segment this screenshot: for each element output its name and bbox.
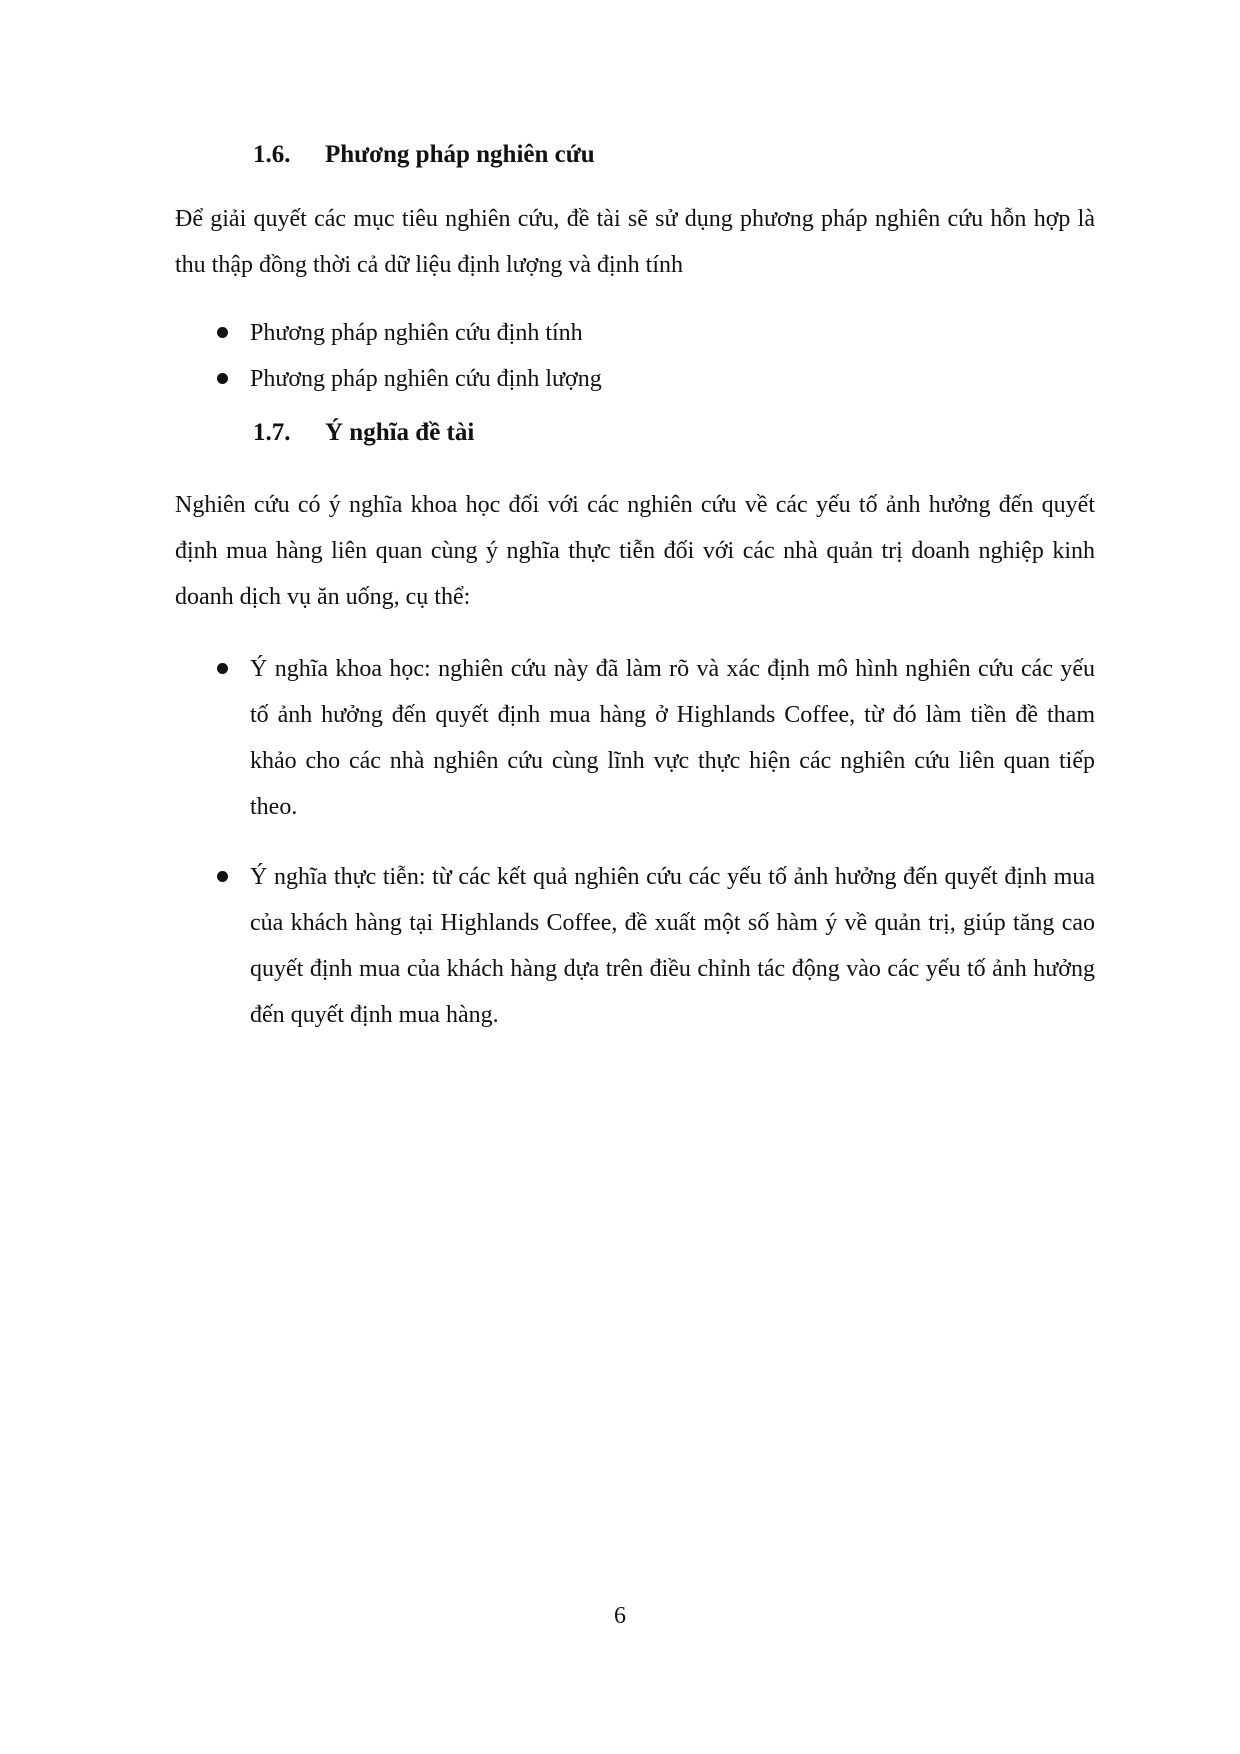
list-item: [175, 310, 1095, 356]
list-item-text: Phương pháp nghiên cứu định lượng: [250, 366, 602, 392]
bullet-icon: [217, 663, 228, 674]
bullet-icon: [217, 373, 228, 384]
section-title: Phương pháp nghiên cứu: [325, 141, 595, 168]
list-item-text: Phương pháp nghiên cứu định tính: [250, 320, 583, 346]
bullet-list-significance: [175, 646, 1095, 1038]
section-heading-1-6: [253, 140, 595, 170]
list-item-text: Ý nghĩa thực tiễn: từ các kết quả nghiên cứu các yếu tố ảnh hưởng đến quyết định mua của khách hàng tại Highlands Coffee, đề xuất một số hàm ý về quản trị, giúp tăng cao quyết định mua của khách hàng dựa trên điều chỉnh tác động vào các yếu tố ảnh hưởng đến quyết định mua hàng.: [250, 864, 1095, 1028]
list-item: [175, 854, 1095, 1038]
section-heading-1-7: [253, 418, 474, 448]
section-number: 1.7.: [253, 419, 291, 446]
list-item: [175, 356, 1095, 402]
list-item: [175, 646, 1095, 830]
page-number: 6: [614, 1603, 626, 1629]
section-number: 1.6.: [253, 141, 291, 168]
list-item-text: Ý nghĩa khoa học: nghiên cứu này đã làm rõ và xác định mô hình nghiên cứu các yếu tố ảnh hưởng đến quyết định mua hàng ở Highlands Coffee, từ đó làm tiền đề tham khảo cho các nhà nghiên cứu cùng lĩnh vực thực hiện các nghiên cứu liên quan tiếp theo.: [250, 656, 1095, 820]
bullet-icon: [217, 327, 228, 338]
bullet-list-methods: [175, 310, 1095, 402]
section-paragraph: Nghiên cứu có ý nghĩa khoa học đối với các nghiên cứu về các yếu tố ảnh hưởng đến quyết định mua hàng liên quan cùng ý nghĩa thực tiễn đối với các nhà quản trị doanh nghiệp kinh doanh dịch vụ ăn uống, cụ thể:: [175, 492, 1095, 610]
section-paragraph: Để giải quyết các mục tiêu nghiên cứu, đề tài sẽ sử dụng phương pháp nghiên cứu hỗn hợp là thu thập đồng thời cả dữ liệu định lượng và định tính: [175, 206, 1095, 278]
bullet-icon: [217, 871, 228, 882]
section-title: Ý nghĩa đề tài: [325, 419, 475, 446]
